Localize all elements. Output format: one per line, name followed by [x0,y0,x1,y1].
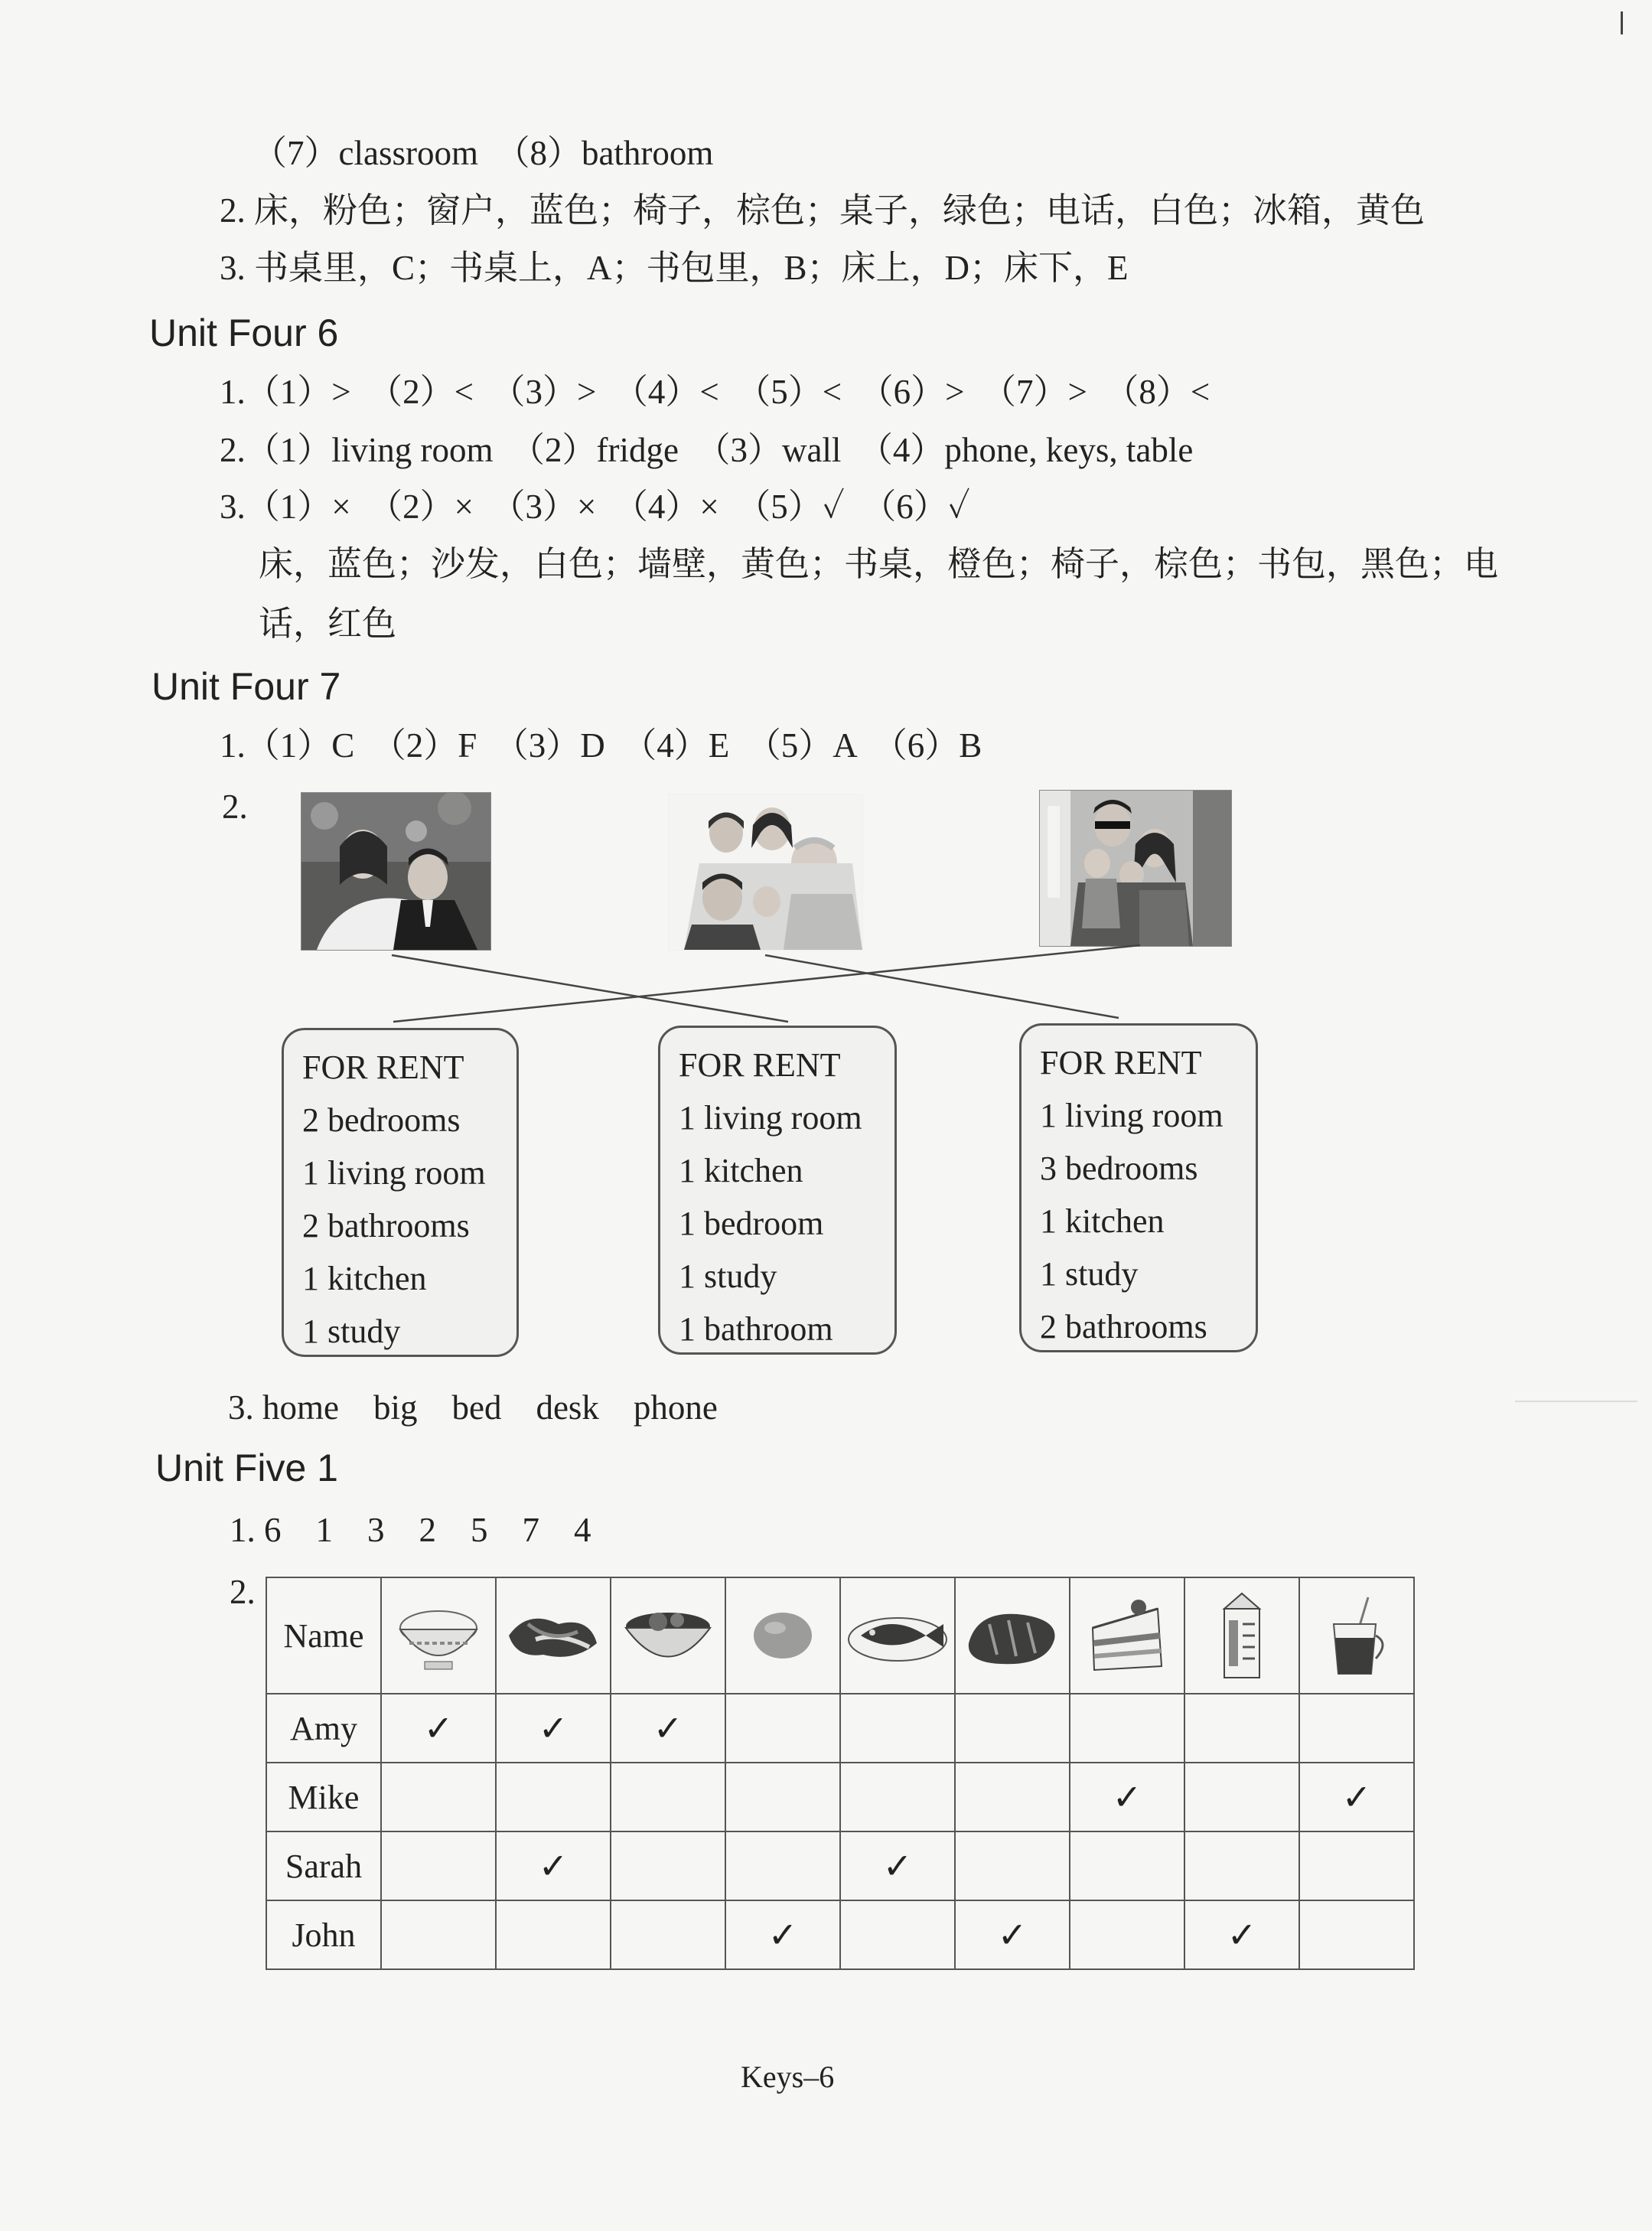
rent-box-1-title: FOR RENT [302,1049,464,1086]
check-mark: ✓ [1341,1778,1372,1817]
rent-box-2-item: 1 bedroom [679,1205,824,1242]
table-row [266,1694,1414,1763]
unit-four-6-heading: Unit Four 6 [149,311,339,354]
egg-icon [725,1577,840,1694]
scan-artifact-line [1515,1401,1637,1402]
rent-box-2-item: 1 study [679,1257,777,1295]
u46-q2: 2.（1）living room （2）fridge （3）wall （4）phone, keys, table [220,431,1194,469]
check-cell [955,1694,1070,1763]
rent-box-1-item: 1 study [302,1313,401,1350]
check-cell [1070,1900,1184,1969]
bread-icon [955,1577,1070,1694]
check-cell [1184,1831,1299,1900]
check-cell [496,1694,611,1763]
row-name: Amy [266,1694,381,1763]
check-cell [1299,1763,1414,1831]
check-cell [840,1763,955,1831]
rent-box-3-item: 1 living room [1040,1097,1224,1134]
check-mark: ✓ [882,1847,913,1886]
rent-box-1-item: 1 living room [302,1154,486,1192]
table-row [266,1900,1414,1969]
u47-q3: 3. home big bed desk phone [228,1388,718,1427]
top-line-2: 2. 床，粉色；窗户，蓝色；椅子，棕色；桌子，绿色；电话，白色；冰箱，黄色 [220,191,1426,230]
table-row [266,1763,1414,1831]
u46-q3-cn-2: 话，红色 [259,605,397,643]
rent-box-1-item: 1 kitchen [302,1260,427,1297]
check-cell [840,1694,955,1763]
rent-box-3-title: FOR RENT [1040,1044,1202,1081]
check-cell [840,1831,955,1900]
check-cell [1070,1831,1184,1900]
check-mark: ✓ [538,1709,569,1748]
u51-q2-label: 2. [230,1573,256,1611]
check-cell [611,1831,725,1900]
check-cell [611,1694,725,1763]
rent-box-2-item: 1 kitchen [679,1152,803,1189]
check-cell [955,1831,1070,1900]
name-header: Name [266,1577,381,1694]
soup-bowl-icon [611,1577,725,1694]
top-line-3: 3. 书桌里，C；书桌上，A；书包里，B；床上，D；床下，E [220,249,1129,287]
check-cell [1184,1763,1299,1831]
rent-box-3-item: 1 study [1040,1255,1139,1293]
row-name: John [266,1900,381,1969]
check-cell [381,1831,496,1900]
u46-q3-cn-1: 床，蓝色；沙发，白色；墙壁，黄色；书桌，橙色；椅子，棕色；书包，黑色；电 [259,545,1499,583]
vegetables-icon [496,1577,611,1694]
check-cell [381,1763,496,1831]
page-number: Keys–6 [741,2060,835,2094]
check-cell [381,1900,496,1969]
rent-box-3-item: 1 kitchen [1040,1202,1165,1240]
unit-four-7-heading: Unit Four 7 [152,665,341,708]
rent-box-2-item: 1 bathroom [679,1310,833,1348]
rent-box-3-item: 3 bedrooms [1040,1150,1198,1187]
check-cell [496,1763,611,1831]
check-cell [1299,1900,1414,1969]
check-cell [840,1900,955,1969]
check-cell [496,1831,611,1900]
top-line-1: （7）classroom （8）bathroom [253,134,714,172]
unit-five-1-heading: Unit Five 1 [155,1447,338,1489]
check-cell [611,1900,725,1969]
juice-glass-icon [1299,1577,1414,1694]
matching-lines [0,0,1652,1071]
match-line-3 [393,945,1140,1022]
rent-box-1-item: 2 bedrooms [302,1101,461,1139]
food-checklist-table [266,1577,1415,1970]
rent-box-3-item: 2 bathrooms [1040,1308,1207,1345]
milk-carton-icon [1184,1577,1299,1694]
rent-box-2-title: FOR RENT [679,1046,841,1084]
rice-bowl-icon [381,1577,496,1694]
check-cell [725,1694,840,1763]
food-table-body [266,1694,1414,1969]
check-cell [1299,1694,1414,1763]
check-cell [1070,1694,1184,1763]
check-cell [611,1763,725,1831]
row-name: Sarah [266,1831,381,1900]
check-cell [1070,1763,1184,1831]
u46-q3: 3.（1）× （2）× （3）× （4）× （5）✓ （6）✓ [220,488,970,526]
fish-plate-icon [840,1577,955,1694]
check-cell [381,1694,496,1763]
match-line-1 [392,955,788,1022]
check-cell [1184,1694,1299,1763]
u47-q2-label: 2. [222,788,248,826]
row-name: Mike [266,1763,381,1831]
u51-q1: 1. 6 1 3 2 5 7 4 [230,1511,591,1549]
check-cell [1184,1900,1299,1969]
u47-q1: 1.（1）C （2）F （3）D （4）E （5）A （6）B [220,726,982,765]
table-header-row [266,1577,1414,1694]
check-mark: ✓ [1227,1916,1257,1955]
rent-box-3 [1019,1023,1258,1352]
check-cell [496,1900,611,1969]
check-mark: ✓ [997,1916,1028,1955]
cake-icon [1070,1577,1184,1694]
check-mark: ✓ [767,1916,798,1955]
u46-q1: 1.（1）> （2）< （3）> （4）< （5）< （6）> （7）> （8）< [220,373,1210,411]
check-mark: ✓ [653,1709,683,1748]
check-mark: ✓ [1112,1778,1142,1817]
check-cell [955,1763,1070,1831]
check-cell [725,1900,840,1969]
rent-box-2 [658,1026,897,1355]
check-mark: ✓ [423,1709,454,1748]
check-mark: ✓ [538,1847,569,1886]
rent-box-1-item: 2 bathrooms [302,1207,470,1244]
check-cell [955,1900,1070,1969]
check-cell [725,1831,840,1900]
rent-box-2-item: 1 living room [679,1099,862,1137]
table-row [266,1831,1414,1900]
rent-box-1 [282,1028,519,1357]
check-cell [1299,1831,1414,1900]
check-cell [725,1763,840,1831]
